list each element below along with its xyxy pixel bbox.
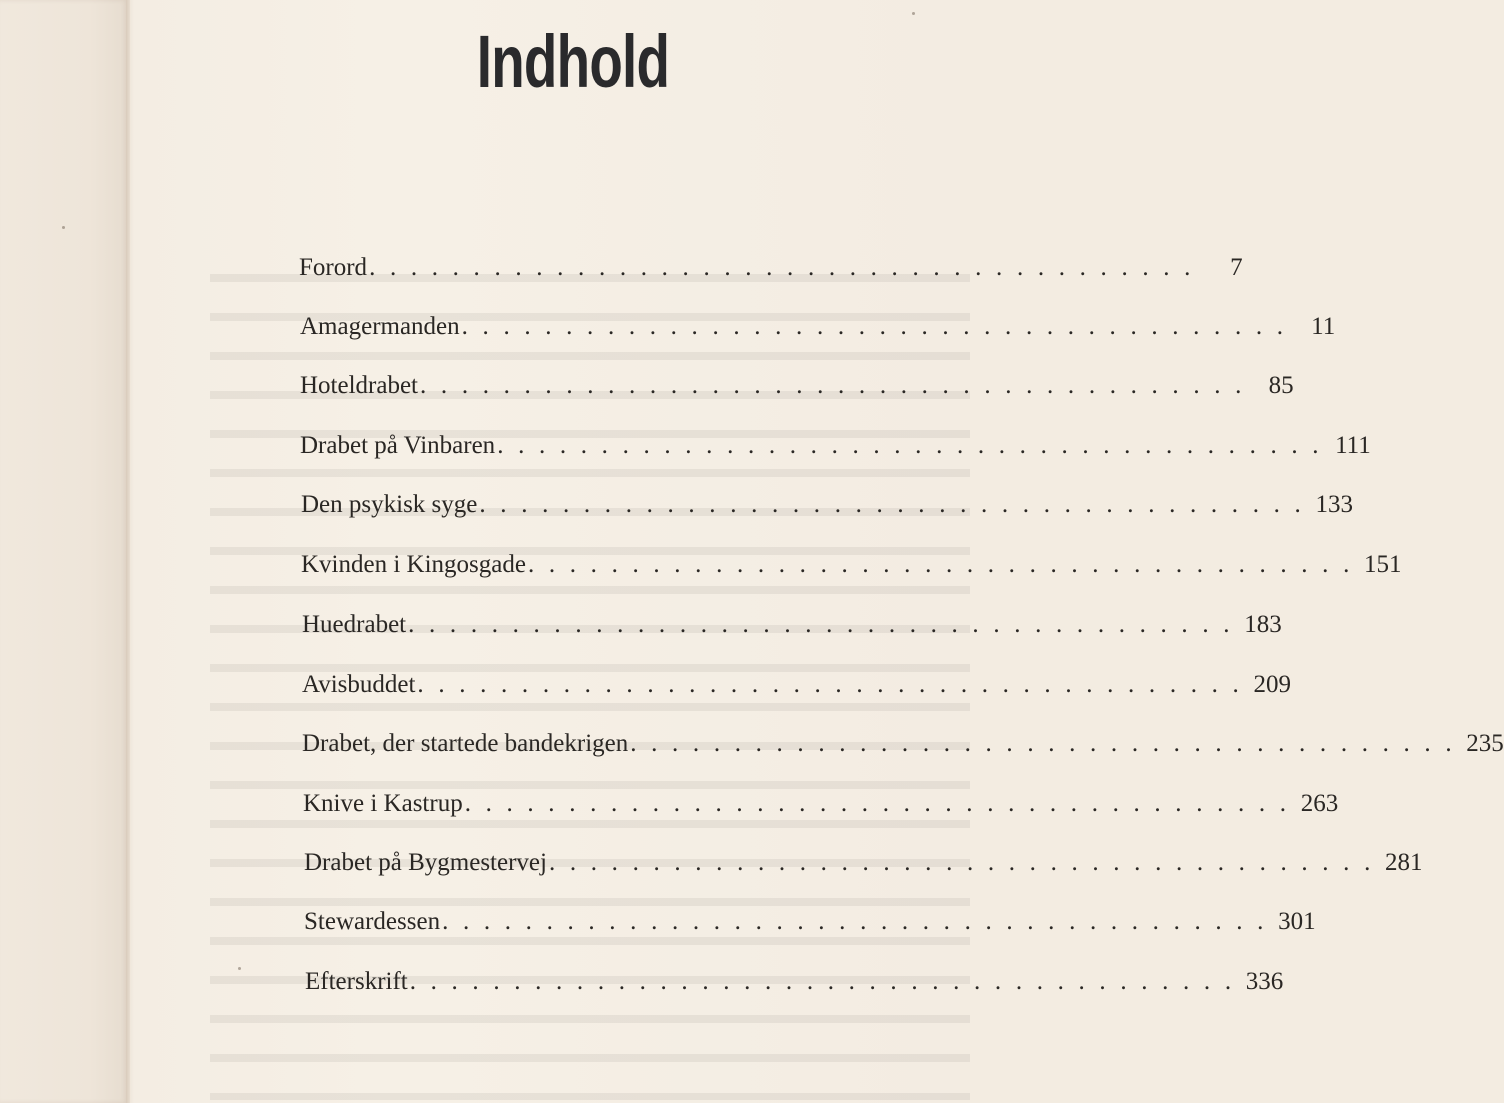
dot-leader: . . . . . . . . . . . . . . . . . . . . . . . . . . . . . . . . . . . . . . . . <box>527 551 1354 578</box>
dot-leader: . . . . . . . . . . . . . . . . . . . . . . . . . . . . . . . . . . . . . . . . <box>548 849 1375 876</box>
toc-entry <box>299 254 1243 290</box>
toc-page-number: 183 <box>1244 611 1282 638</box>
toc-entry <box>300 313 1336 349</box>
toc-entry <box>303 790 1339 826</box>
toc-entry-title: Avisbuddet <box>302 671 416 698</box>
dot-leader: . . . . . . . . . . . . . . . . . . . . . . . . . . . . . . . . . . . . . . . . <box>479 491 1305 518</box>
toc-entry-title: Forord <box>299 254 368 281</box>
dot-leader: . . . . . . . . . . . . . . . . . . . . . . . . . . . . . . . . . . . . . . . . <box>464 790 1291 817</box>
dot-leader: . . . . . . . . . . . . . . . . . . . . . . . . . . . . . . . . . . . . . . . . <box>420 372 1246 399</box>
toc-entry-title: Stewardessen <box>304 908 441 935</box>
dot-leader: . . . . . . . . . . . . . . . . . . . . . . . . . . . . . . . . . . . . . . . . <box>408 611 1234 638</box>
toc-entry <box>302 730 1504 766</box>
toc-entry-title: Kvinden i Kingosgade <box>301 551 526 578</box>
dot-leader: . . . . . . . . . . . . . . . . . . . . . . . . . . . . . . . . . . . . . . . . <box>461 313 1288 340</box>
toc-entry <box>305 968 1284 1004</box>
toc-entry <box>300 372 1294 408</box>
dot-leader: . . . . . . . . . . . . . . . . . . . . . . . . . . . . . . . . . . . . . . . . <box>369 254 1195 281</box>
toc-page-number: 336 <box>1245 968 1284 995</box>
toc-entry <box>301 491 1353 527</box>
toc-page-number: 133 <box>1315 491 1353 518</box>
toc-entry <box>304 849 1423 885</box>
toc-entry <box>304 908 1316 944</box>
toc-entry-title: Huedrabet <box>302 611 407 638</box>
toc-entry-title: Den psykisk syge <box>301 491 478 518</box>
page-title: Indhold <box>476 20 670 103</box>
toc-page-number: 11 <box>1311 313 1336 340</box>
toc-entry-title: Amagermanden <box>300 313 460 340</box>
toc-page-number: 281 <box>1385 849 1423 876</box>
dot-leader: . . . . . . . . . . . . . . . . . . . . . . . . . . . . . . . . . . . . . . . . <box>417 671 1243 698</box>
toc-page-number: 263 <box>1300 790 1339 817</box>
toc-page-number: 7 <box>1230 254 1243 281</box>
dot-leader: . . . . . . . . . . . . . . . . . . . . . . . . . . . . . . . . . . . . . . . . <box>497 432 1323 459</box>
toc-page-number: 209 <box>1253 671 1291 698</box>
toc-entry-title: Drabet på Bygmestervej <box>304 849 547 876</box>
toc-entry <box>300 432 1371 468</box>
toc-entry <box>302 611 1282 647</box>
toc-entry <box>302 671 1291 707</box>
toc-entry-title: Efterskrift <box>305 968 408 995</box>
dot-leader: . . . . . . . . . . . . . . . . . . . . . . . . . . . . . . . . . . . . . . . . <box>442 908 1268 935</box>
toc-entry-title: Drabet, der startede bandekrigen <box>302 730 629 757</box>
dot-leader: . . . . . . . . . . . . . . . . . . . . . . . . . . . . . . . . . . . . . . . . <box>409 968 1236 995</box>
toc-page-number: 235 <box>1466 730 1504 757</box>
toc-page-number: 85 <box>1268 372 1294 399</box>
dot-leader: . . . . . . . . . . . . . . . . . . . . . . . . . . . . . . . . . . . . . . . . <box>630 730 1456 757</box>
toc-entry-title: Drabet på Vinbaren <box>300 432 496 459</box>
toc-page-number: 111 <box>1335 432 1371 459</box>
toc-entry-title: Hoteldrabet <box>300 372 419 399</box>
toc-entry <box>301 551 1402 587</box>
toc-page-number: 151 <box>1364 551 1402 578</box>
toc-page-number: 301 <box>1278 908 1316 935</box>
toc-entry-title: Knive i Kastrup <box>303 790 463 817</box>
